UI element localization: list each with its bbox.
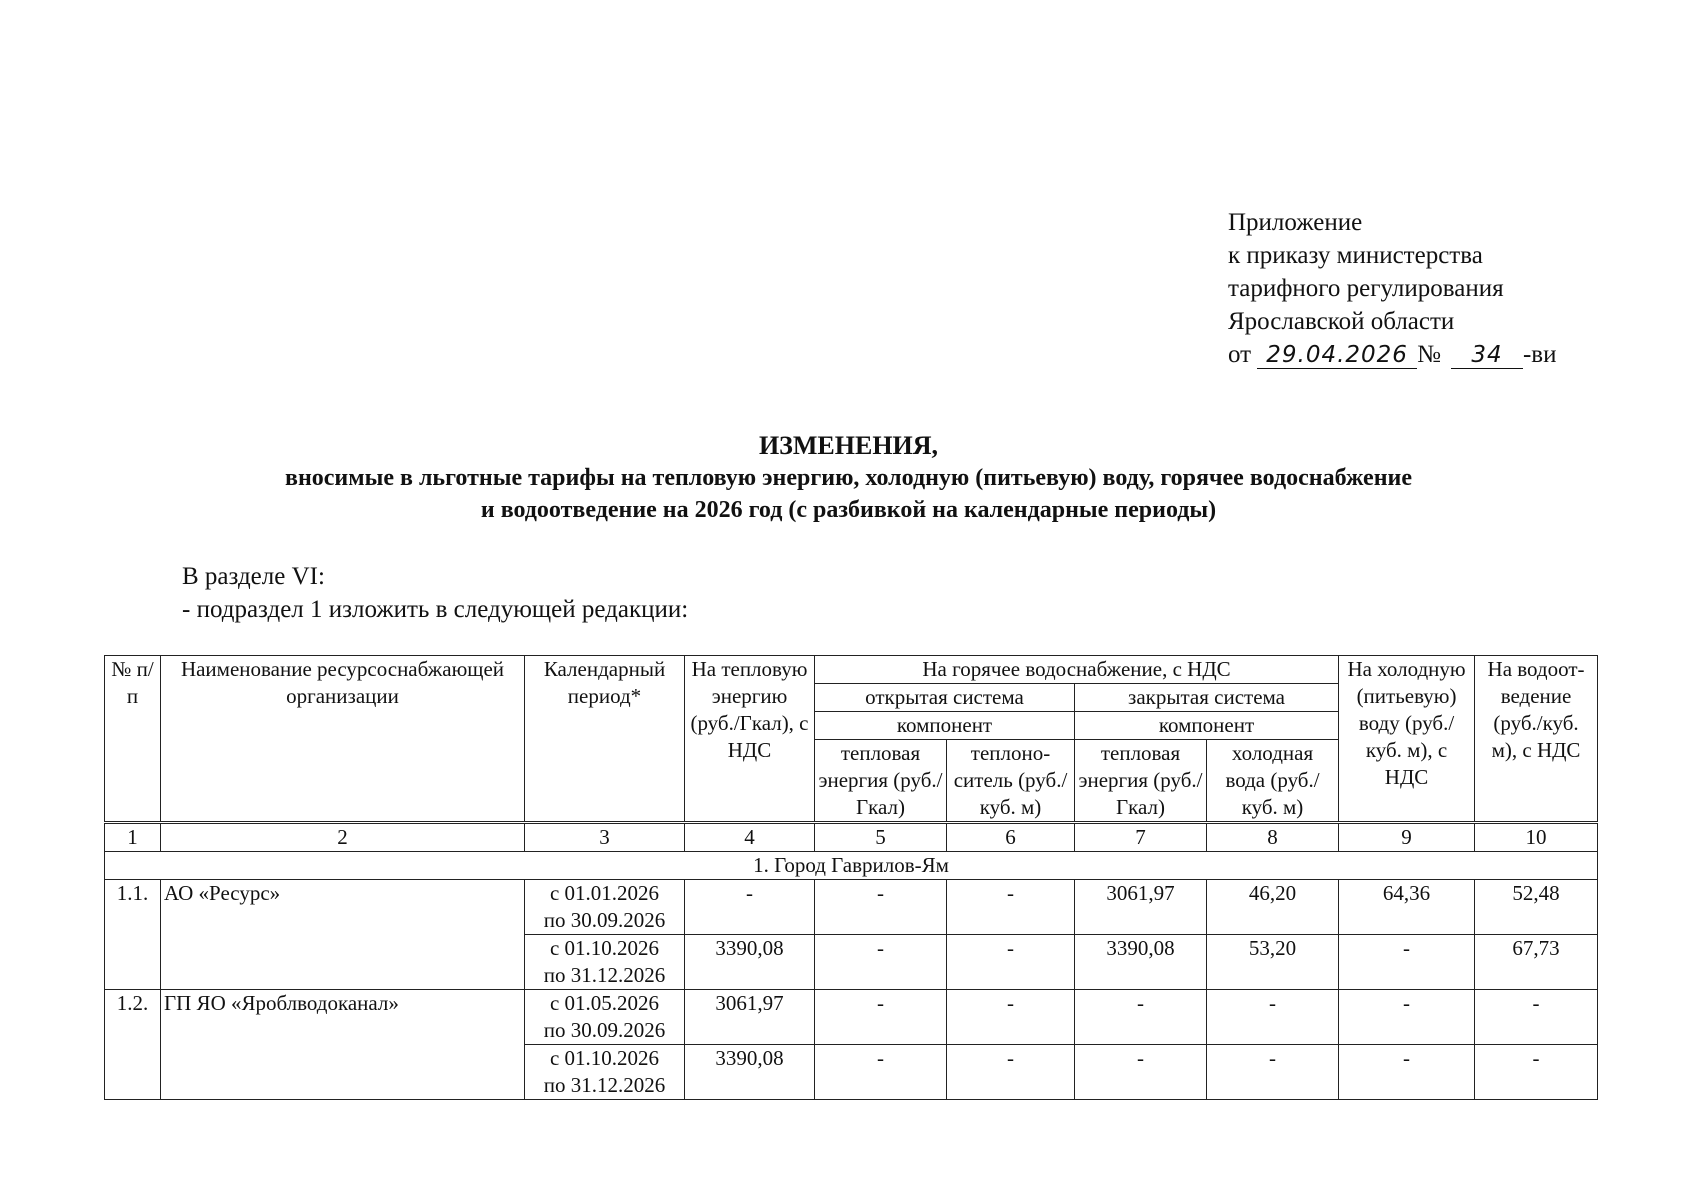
tariff-value: - (1339, 990, 1475, 1045)
table-row (105, 990, 1598, 1045)
order-number: 34 (1451, 342, 1523, 369)
period-end: по 31.12.2026 (543, 1073, 666, 1097)
tariff-value: - (1339, 935, 1475, 990)
row-number: 1.1. (105, 880, 161, 990)
tariff-value: - (815, 935, 947, 990)
column-number-cell: 8 (1207, 823, 1339, 852)
header-hot-water: На горячее водоснабжение, с НДС (815, 656, 1339, 684)
appendix-line: Приложение (1228, 209, 1363, 236)
tariff-value: - (947, 1045, 1075, 1100)
tariff-value: 52,48 (1475, 880, 1598, 935)
instruction-text: - подраздел 1 изложить в следующей редакции: (182, 596, 689, 623)
header-period: Календарный период* (525, 656, 685, 823)
tariff-value: 3390,08 (685, 935, 815, 990)
column-number-cell: 1 (105, 823, 161, 852)
tariff-value: - (815, 990, 947, 1045)
column-number-cell: 2 (161, 823, 525, 852)
appendix-order-line (1228, 338, 1556, 371)
header-no: № п/п (105, 656, 161, 823)
tariff-value: 64,36 (1339, 880, 1475, 935)
from-label: от (1228, 341, 1252, 368)
appendix-line: тарифного регулирования (1228, 275, 1504, 302)
number-label: № (1417, 341, 1441, 368)
header-component: компонент (815, 712, 1075, 740)
period-end: по 31.12.2026 (543, 963, 666, 987)
column-number-cell: 6 (947, 823, 1075, 852)
tariff-value: 3390,08 (1075, 935, 1207, 990)
organization-name: АО «Ресурс» (161, 880, 525, 990)
order-date: 29.04.2026 (1257, 342, 1417, 369)
table-row (105, 880, 1598, 935)
column-number-cell: 5 (815, 823, 947, 852)
period-end: по 30.09.2026 (543, 1018, 666, 1042)
header-org: Наименование ресурсоснабжающей организации (161, 656, 525, 823)
header-closed-heat: тепловая энергия (руб./Гкал) (1075, 740, 1207, 823)
period-start: с 01.10.2026 (549, 936, 660, 960)
header-open-system: открытая система (815, 684, 1075, 712)
tariff-value: - (947, 935, 1075, 990)
tariff-value: - (685, 880, 815, 935)
header-open-heat: тепловая энергия (руб./Гкал) (815, 740, 947, 823)
tariff-value: 53,20 (1207, 935, 1339, 990)
tariff-value: 3061,97 (1075, 880, 1207, 935)
tariff-value: 3061,97 (685, 990, 815, 1045)
header-cold-water: На холодную (питьевую) воду (руб./куб. м), с НДС (1339, 656, 1475, 823)
tariff-value: - (1207, 1045, 1339, 1100)
organization-name: ГП ЯО «Яроблводоканал» (161, 990, 525, 1100)
appendix-line: к приказу министерства (1228, 242, 1483, 269)
tariff-value: - (1475, 990, 1598, 1045)
tariff-table (104, 655, 1598, 1100)
column-number-cell: 9 (1339, 823, 1475, 852)
section-row (105, 852, 1598, 880)
tariff-value: - (947, 990, 1075, 1045)
order-suffix: -ви (1522, 341, 1557, 368)
title-heading: ИЗМЕНЕНИЯ, (758, 431, 939, 460)
header-open-carrier: теплоно-ситель (руб./куб. м) (947, 740, 1075, 823)
section-reference: В разделе VI: (182, 563, 325, 590)
tariff-value: - (1075, 990, 1207, 1045)
header-closed-cold: холодная вода (руб./куб. м) (1207, 740, 1339, 823)
title-line: и водоотведение на 2026 год (с разбивкой на календарные периоды) (480, 497, 1217, 523)
header-component: компонент (1075, 712, 1339, 740)
header-closed-system: закрытая система (1075, 684, 1339, 712)
document-title (0, 430, 1697, 526)
tariff-value: 46,20 (1207, 880, 1339, 935)
period-end: по 30.09.2026 (543, 908, 666, 932)
column-number-cell: 7 (1075, 823, 1207, 852)
tariff-value: - (815, 880, 947, 935)
tariff-value: - (1475, 1045, 1598, 1100)
column-number-cell: 4 (685, 823, 815, 852)
header-heat: На тепловую энергию (руб./Гкал), с НДС (685, 656, 815, 823)
appendix-block (1228, 206, 1556, 371)
tariff-value: - (1207, 990, 1339, 1045)
title-line: вносимые в льготные тарифы на тепловую энергию, холодную (питьевую) воду, горячее водоснабжение (284, 465, 1413, 491)
appendix-line: Ярославской области (1228, 308, 1455, 335)
row-number: 1.2. (105, 990, 161, 1100)
column-number-row (105, 823, 1598, 852)
period-start: с 01.05.2026 (549, 991, 660, 1015)
tariff-value: - (1339, 1045, 1475, 1100)
intro-block (182, 560, 688, 626)
period-start: с 01.01.2026 (549, 881, 660, 905)
header-sewage: На водоот-ведение (руб./куб. м), с НДС (1475, 656, 1598, 823)
period-start: с 01.10.2026 (549, 1046, 660, 1070)
period-cell (525, 1045, 685, 1100)
tariff-value: - (1075, 1045, 1207, 1100)
section-title: 1. Город Гаврилов-Ям (105, 852, 1598, 880)
tariff-value: 3390,08 (685, 1045, 815, 1100)
tariff-value: - (947, 880, 1075, 935)
column-number-cell: 10 (1475, 823, 1598, 852)
tariff-value: 67,73 (1475, 935, 1598, 990)
period-cell (525, 935, 685, 990)
column-number-cell: 3 (525, 823, 685, 852)
tariff-value: - (815, 1045, 947, 1100)
period-cell (525, 880, 685, 935)
period-cell (525, 990, 685, 1045)
